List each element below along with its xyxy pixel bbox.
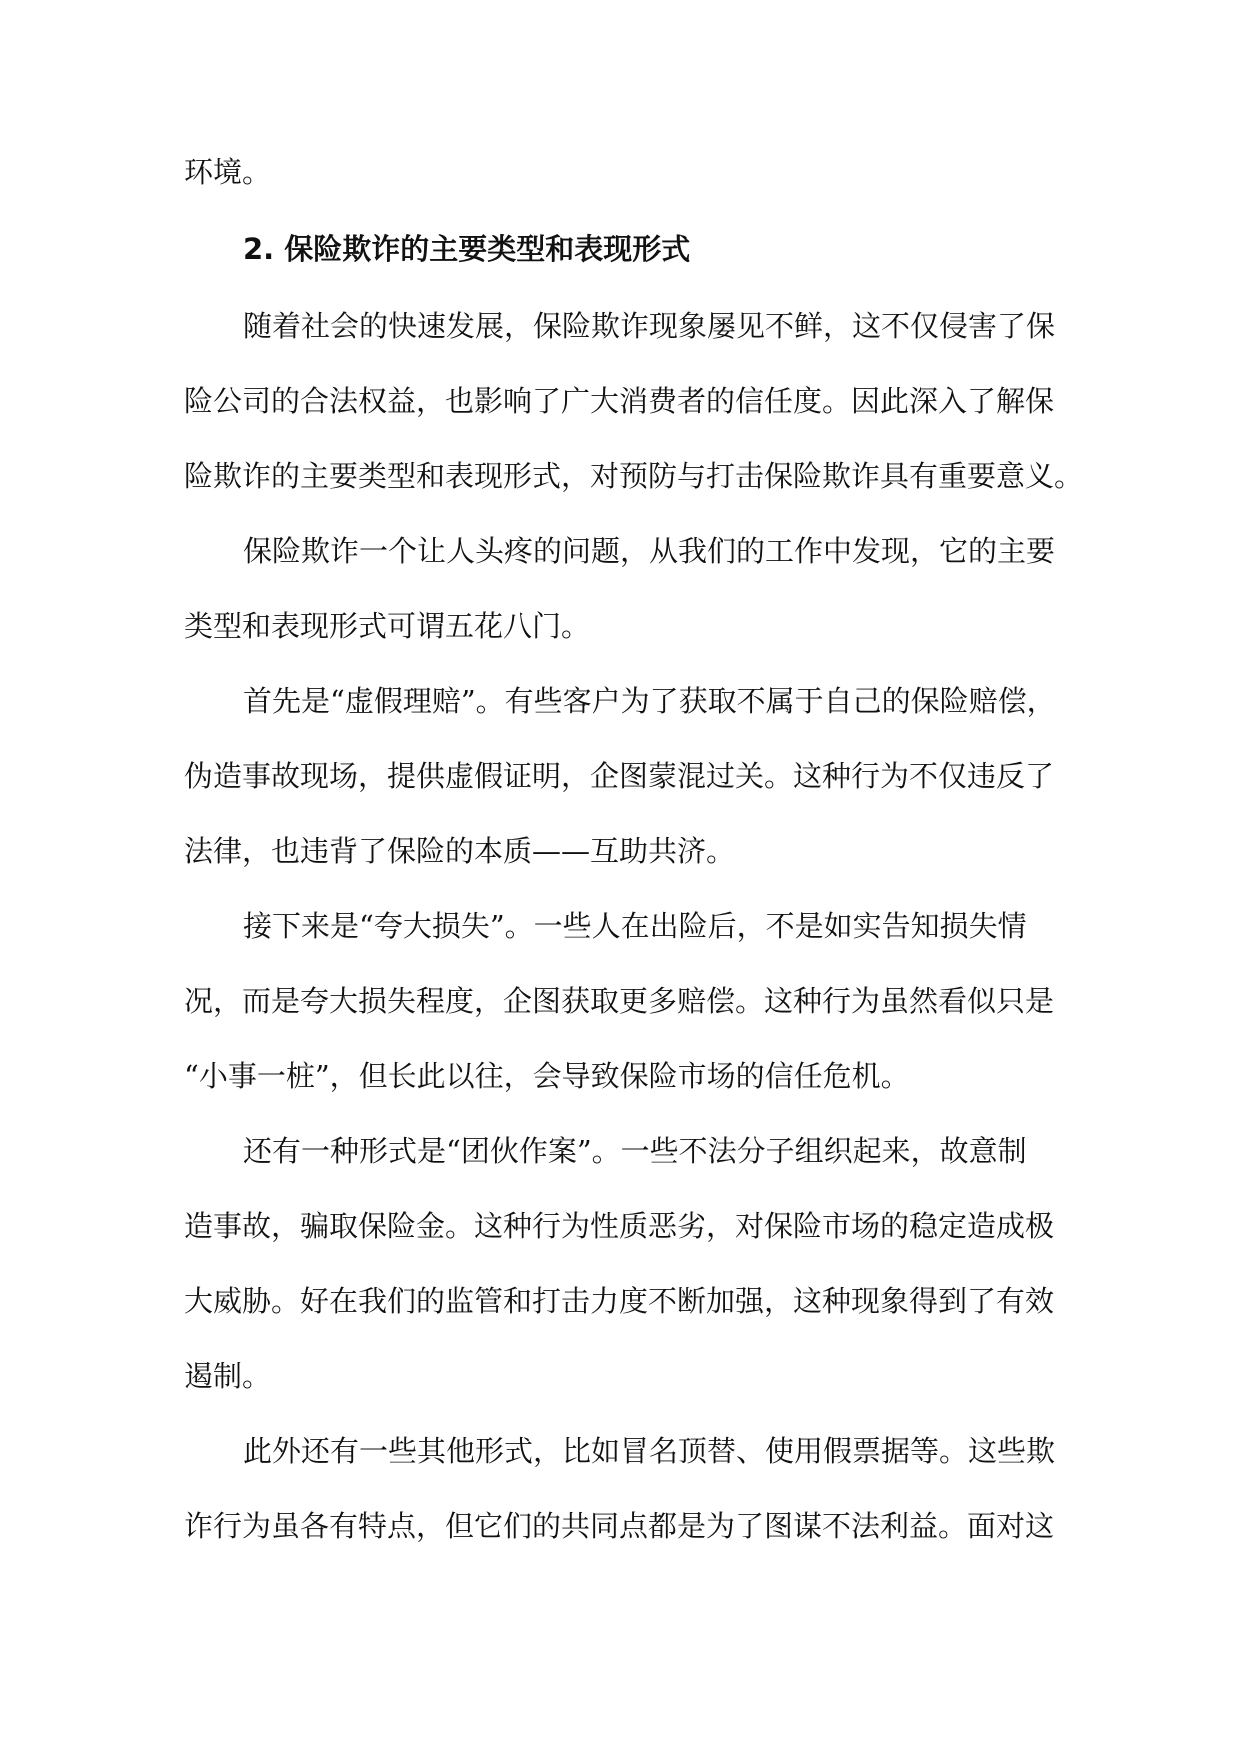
- text-line: 伪造事故现场，提供虚假证明，企图蒙混过关。这种行为不仅违反了: [184, 759, 1055, 793]
- text-line: 险欺诈的主要类型和表现形式，对预防与打击保险欺诈具有重要意义。: [184, 459, 1084, 493]
- text-line: 随着社会的快速发展，保险欺诈现象屡见不鲜，这不仅侵害了保: [243, 309, 1056, 343]
- text-line: 此外还有一些其他形式，比如冒名顶替、使用假票据等。这些欺: [243, 1434, 1056, 1468]
- text-line: “小事一桩”，但长此以往，会导致保险市场的信任危机。: [184, 1059, 910, 1093]
- text-line: 保险欺诈一个让人头疼的问题，从我们的工作中发现，它的主要: [243, 534, 1056, 568]
- text-line: 险公司的合法权益，也影响了广大消费者的信任度。因此深入了解保: [184, 384, 1055, 418]
- text-line: 接下来是“夸大损失”。一些人在出险后，不是如实告知损失情: [243, 909, 1027, 943]
- text-line: 首先是“虚假理赔”。有些客户为了获取不属于自己的保险赔偿，: [243, 684, 1056, 718]
- section-heading: 2. 保险欺诈的主要类型和表现形式: [243, 232, 691, 266]
- text-line: 大威胁。好在我们的监管和打击力度不断加强，这种现象得到了有效: [184, 1284, 1055, 1318]
- text-line: 诈行为虽各有特点，但它们的共同点都是为了图谋不法利益。面对这: [184, 1509, 1055, 1543]
- text-line: 类型和表现形式可谓五花八门。: [184, 609, 591, 643]
- text-line: 法律，也违背了保险的本质——互助共济。: [184, 834, 736, 868]
- text-line: 环境。: [184, 155, 272, 189]
- text-line: 还有一种形式是“团伙作案”。一些不法分子组织起来，故意制: [243, 1134, 1027, 1168]
- text-line: 造事故，骗取保险金。这种行为性质恶劣，对保险市场的稳定造成极: [184, 1209, 1055, 1243]
- text-line: 况，而是夸大损失程度，企图获取更多赔偿。这种行为虽然看似只是: [184, 984, 1055, 1018]
- text-line: 遏制。: [184, 1359, 272, 1393]
